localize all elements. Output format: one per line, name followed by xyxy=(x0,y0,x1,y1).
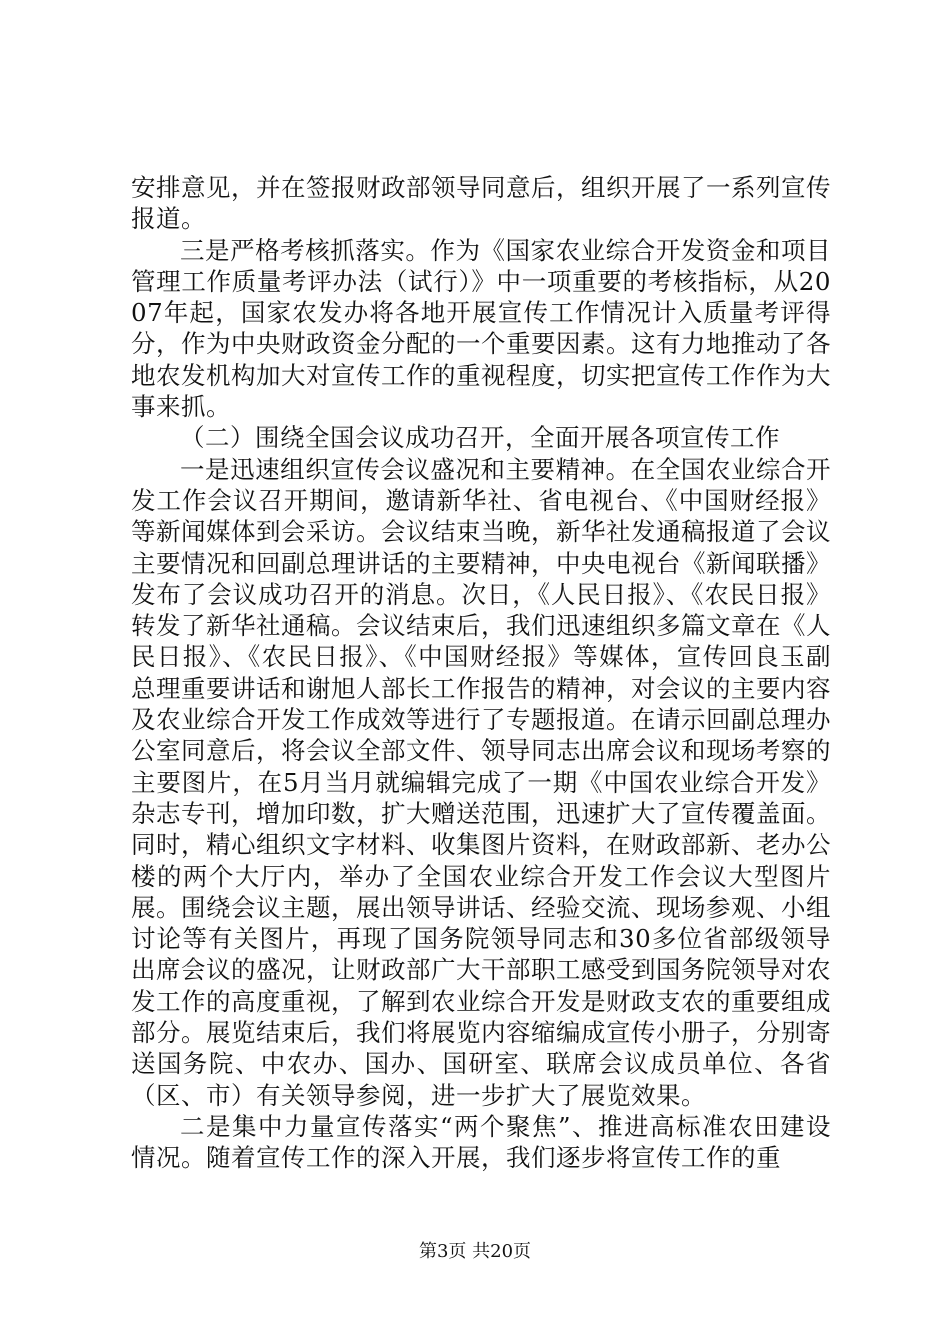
page-number-footer: 第3页 共20页 xyxy=(418,1241,532,1262)
section-heading: （二）围绕全国会议成功召开，全面开展各项宣传工作 xyxy=(180,423,780,453)
document-body xyxy=(131,172,831,1174)
paragraph-conference-publicity: 一是迅速组织宣传会议盛况和主要精神。在全国农业综合开发工作会议召开期间，邀请新华社、省电视台、《中国财经报》等新闻媒体到会采访。会议结束当晚，新华社发通稿报道了会议主要情况和回副总理讲话的主要精神，中央电视台《新闻联播》发布了会议成功召开的消息。次日，《人民日报》、《农民日报》转发了新华社通稿。会议结束后，我们迅速组织多篇文章在《人民日报》、《农民日报》、《中国财经报》等媒体，宣传回良玉副总理重要讲话和谢旭人部长工作报告的精神，对会议的主要内容及农业综合开发工作成效等进行了专题报道。在请示回副总理办公室同意后，将会议全部文件、领导同志出席会议和现场考察的主要图片，在5月当月就编辑完成了一期《中国农业综合开发》杂志专刊，增加印数，扩大赠送范围，迅速扩大了宣传覆盖面。同时，精心组织文字材料、收集图片资料，在财政部新、老办公楼的两个大厅内，举办了全国农业综合开发工作会议大型图片展。围绕会议主题，展出领导讲话、经验交流、现场参观、小组讨论等有关图片，再现了国务院领导同志和30多位省部级领导出席会议的盛况，让财政部广大干部职工感受到国务院领导对农发工作的高度重视，了解到农业综合开发是财政支农的重要组成部分。展览结束后，我们将展览内容缩编成宣传小册子，分别寄送国务院、中农办、国办、国研室、联席会议成员单位、各省（区、市）有关领导参阅，进一步扩大了展览效果。 xyxy=(131,454,831,1110)
paragraph-assessment: 三是严格考核抓落实。作为《国家农业综合开发资金和项目管理工作质量考评办法（试行）》中一项重要的考核指标，从2007年起，国家农发办将各地开展宣传工作情况计入质量考评得分，作为中央财政资金分配的一个重要因素。这有力地推动了各地农发机构加大对宣传工作的重视程度，切实把宣传工作作为大事来抓。 xyxy=(131,235,831,422)
paragraph-focus-publicity: 二是集中力量宣传落实“两个聚焦”、推进高标准农田建设情况。随着宣传工作的深入开展，我们逐步将宣传工作的重 xyxy=(131,1111,831,1173)
paragraph-continuation: 安排意见，并在签报财政部领导同意后，组织开展了一系列宣传报道。 xyxy=(131,173,831,234)
